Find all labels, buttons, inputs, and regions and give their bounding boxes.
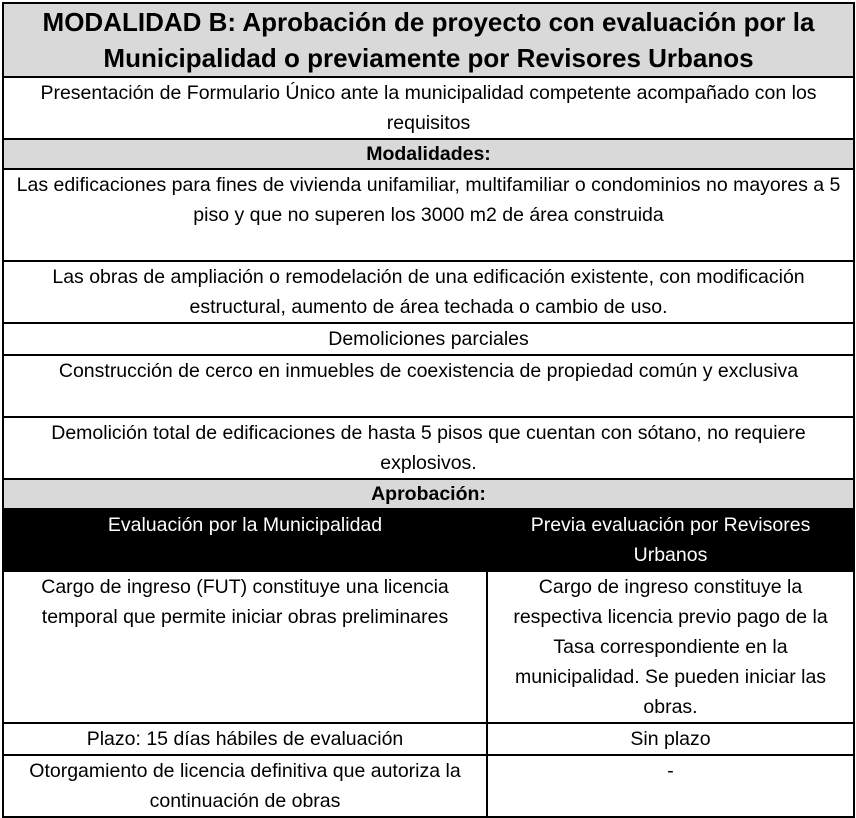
aprobacion-header-row <box>3 479 854 509</box>
modalidad-b-table <box>2 2 855 818</box>
modalidad-item: Las edificaciones para fines de vivienda unifamiliar, multifamiliar o condominios no mayores a 5 piso y que no superen los 3000 m2 de área construida <box>3 169 854 261</box>
modalidades-header: Modalidades: <box>3 139 854 169</box>
aprobacion-cell: - <box>487 755 854 817</box>
modalidad-item: Demolición total de edificaciones de hasta 5 pisos que cuentan con sótano, no requiere explosivos. <box>3 417 854 479</box>
modalidad-row <box>3 355 854 417</box>
modalidad-item: Construcción de cerco en inmuebles de coexistencia de propiedad común y exclusiva <box>3 355 854 417</box>
modalidad-row <box>3 261 854 323</box>
modalidad-row <box>3 323 854 355</box>
aprobacion-cell: Cargo de ingreso constituye la respectiva licencia previo pago de la Tasa correspondiente en la municipalidad. Se pueden iniciar las obras. <box>487 571 854 723</box>
modalidades-header-row <box>3 139 854 169</box>
modalidad-row <box>3 417 854 479</box>
aprobacion-row <box>3 755 854 817</box>
modalidad-b-table-wrapper <box>2 2 853 818</box>
title-row <box>3 3 854 77</box>
intro-text: Presentación de Formulario Único ante la municipalidad competente acompañado con los requisitos <box>3 77 854 139</box>
aprobacion-cell: Otorgamiento de licencia definitiva que autoriza la continuación de obras <box>3 755 487 817</box>
modalidad-item: Demoliciones parciales <box>3 323 854 355</box>
intro-row <box>3 77 854 139</box>
column-header-revisores: Previa evaluación por Revisores Urbanos <box>487 509 854 571</box>
modalidad-row <box>3 169 854 261</box>
column-header-municipalidad: Evaluación por la Municipalidad <box>3 509 487 571</box>
aprobacion-cell: Sin plazo <box>487 723 854 755</box>
aprobacion-cell: Plazo: 15 días hábiles de evaluación <box>3 723 487 755</box>
aprobacion-row <box>3 571 854 723</box>
modalidad-item: Las obras de ampliación o remodelación de una edificación existente, con modificación estructural, aumento de área techada o cambio de uso. <box>3 261 854 323</box>
aprobacion-columns-row <box>3 509 854 571</box>
table-title: MODALIDAD B: Aprobación de proyecto con evaluación por la Municipalidad o previamente por Revisores Urbanos <box>3 3 854 77</box>
aprobacion-row <box>3 723 854 755</box>
aprobacion-cell: Cargo de ingreso (FUT) constituye una licencia temporal que permite iniciar obras preliminares <box>3 571 487 723</box>
aprobacion-header: Aprobación: <box>3 479 854 509</box>
